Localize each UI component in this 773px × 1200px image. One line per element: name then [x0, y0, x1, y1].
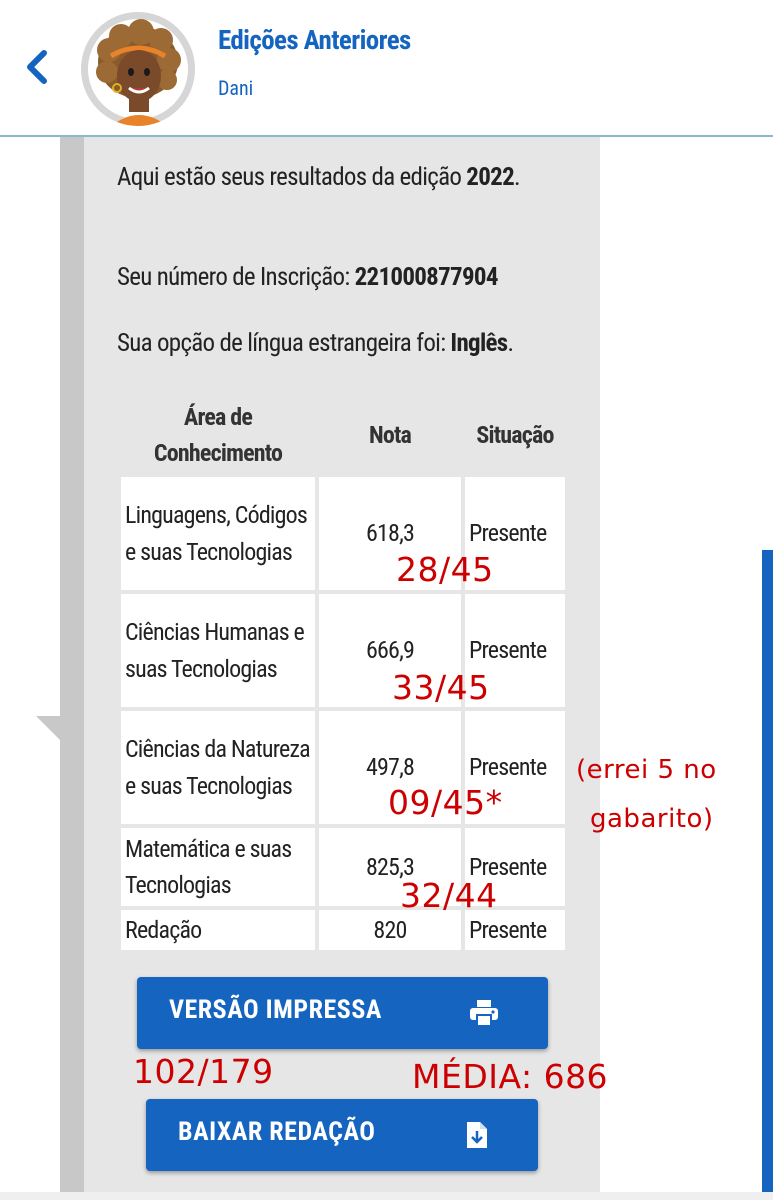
annotation-media: MÉDIA: 686: [412, 1057, 609, 1096]
app-header: [0, 0, 773, 137]
nota-cell: 820: [319, 910, 461, 950]
situacao-cell: Presente: [465, 711, 565, 824]
table-row: [121, 910, 565, 950]
annotation-note-line2: gabarito): [590, 804, 714, 834]
print-version-label: VERSÃO IMPRESSA: [169, 995, 382, 1025]
file-download-icon: [466, 1121, 488, 1156]
language-text: [117, 326, 570, 362]
annotation-linguagens: 28/45: [396, 550, 494, 589]
column-header-situacao: Situação: [476, 421, 554, 449]
area-cell: Ciências da Natureza e suas Tecnologias: [121, 711, 315, 824]
area-cell: Linguagens, Códigos e suas Tecnologias: [121, 477, 315, 590]
nota-cell: 497,8: [319, 711, 461, 824]
intro-prefix: Aqui estão seus resultados da edição: [117, 163, 462, 192]
chat-rail: [60, 137, 84, 1200]
avatar: [81, 12, 195, 126]
annotation-note-line1: (errei 5 no: [576, 755, 717, 785]
table-row: [121, 477, 565, 590]
column-header-nota: Nota: [368, 421, 412, 449]
situacao-cell: Presente: [465, 477, 565, 590]
annotation-humanas: 33/45: [392, 668, 490, 707]
bubble-tail: [36, 716, 60, 740]
situacao-cell: Presente: [465, 594, 565, 707]
table-row: [121, 594, 565, 707]
language-label: Sua opção de língua estrangeira foi:: [117, 329, 446, 358]
edition-year: 2022: [466, 163, 515, 192]
printer-icon: [469, 999, 499, 1034]
registration-number: 221000877904: [354, 263, 498, 292]
situacao-cell: Presente: [465, 910, 565, 950]
nota-cell: 825,3: [319, 828, 461, 906]
user-name: Dani: [218, 76, 254, 100]
situacao-cell: Presente: [465, 828, 565, 906]
annotation-total: 102/179: [133, 1052, 274, 1091]
download-essay-button[interactable]: [146, 1099, 538, 1171]
registration-label: Seu número de Inscrição:: [117, 263, 350, 292]
table-header-row: [121, 397, 565, 473]
language-value: Inglês: [450, 329, 508, 358]
area-cell: Redação: [121, 910, 315, 950]
annotation-natureza: 09/45*: [388, 783, 503, 822]
back-button[interactable]: [18, 45, 58, 89]
column-header-area: Área de Conhecimento: [153, 403, 283, 467]
area-cell: Matemática e suas Tecnologias: [121, 828, 315, 906]
download-essay-label: BAIXAR REDAÇÃO: [178, 1117, 376, 1147]
registration-text: [117, 260, 570, 296]
nota-cell: 666,9: [319, 594, 461, 707]
area-cell: Ciências Humanas e suas Tecnologias: [121, 594, 315, 707]
table-row: [121, 828, 565, 906]
nota-cell: 618,3: [319, 477, 461, 590]
intro-text: [117, 160, 570, 196]
chevron-left-icon: [18, 45, 58, 89]
annotation-matematica: 32/44: [400, 876, 498, 915]
page-title: Edições Anteriores: [218, 24, 411, 56]
bottom-divider: [0, 1192, 773, 1200]
scrollbar[interactable]: [762, 550, 773, 1200]
results-table: [117, 393, 569, 954]
print-version-button[interactable]: [137, 977, 548, 1049]
language-period: .: [507, 329, 514, 358]
intro-period: .: [514, 163, 520, 192]
